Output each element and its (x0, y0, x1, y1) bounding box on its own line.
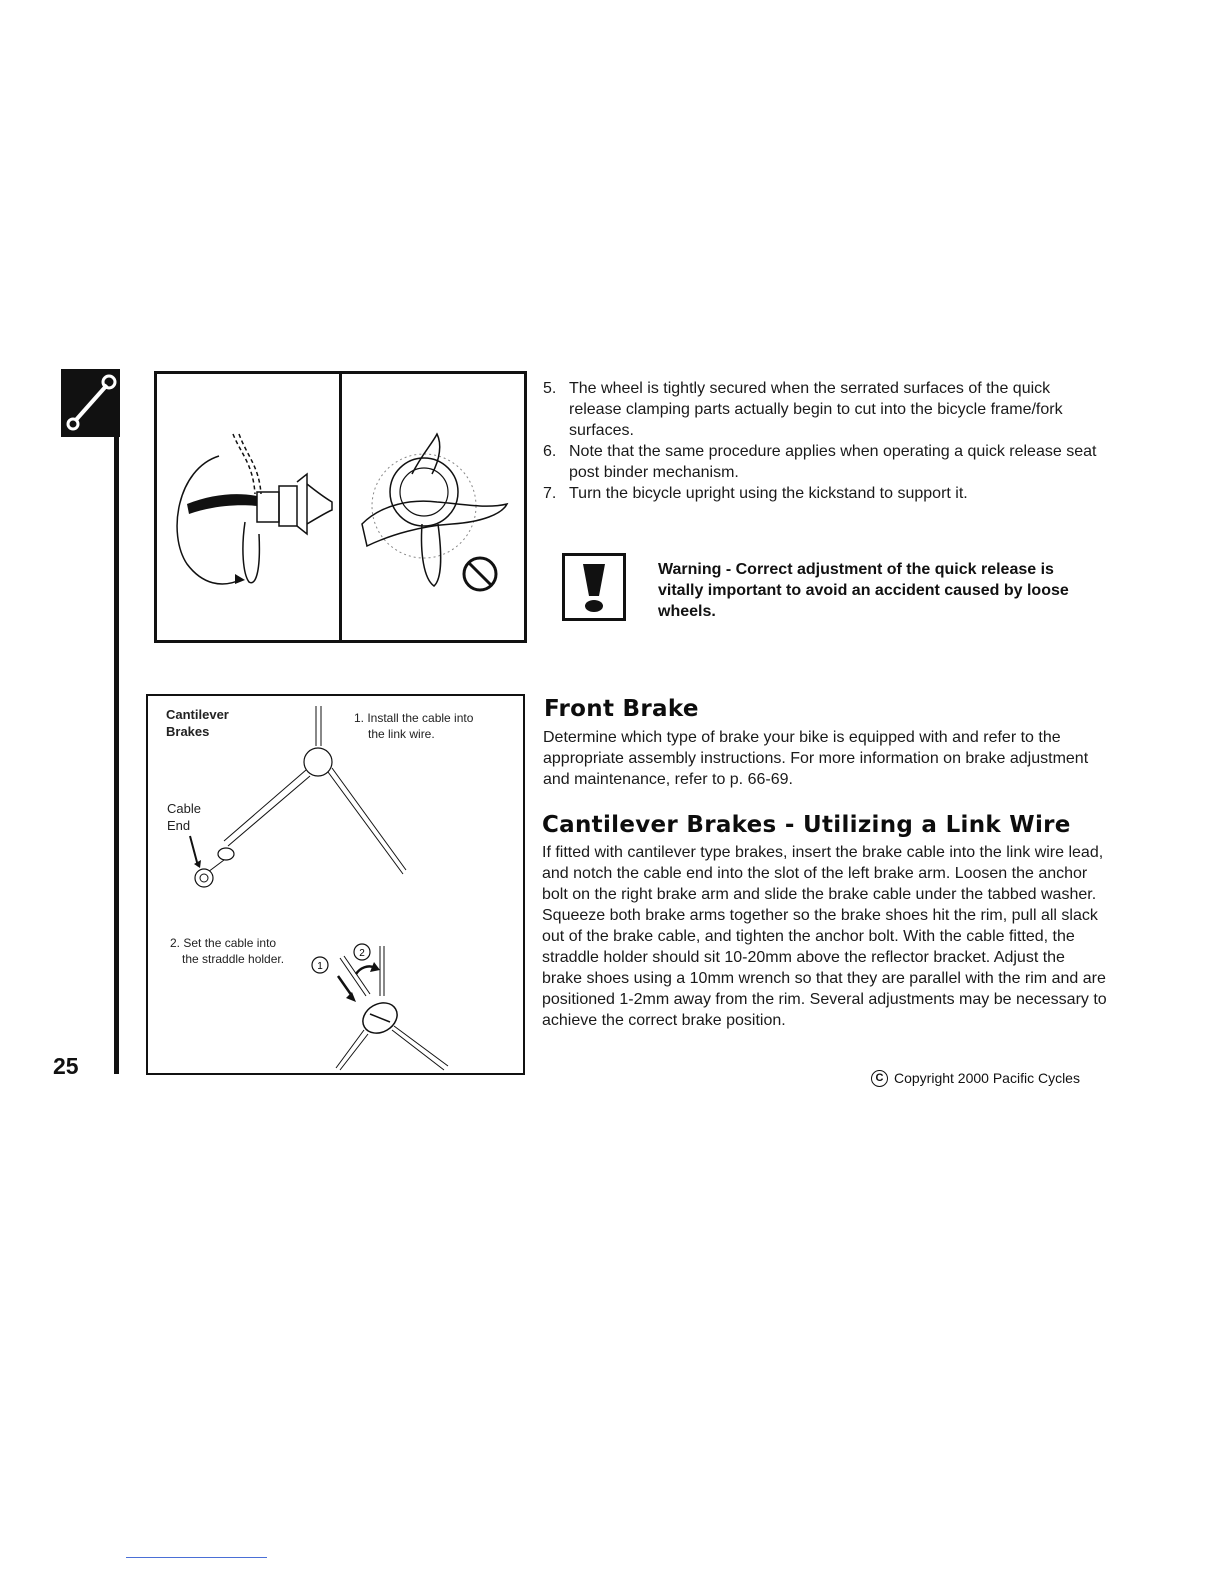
copyright-text: Copyright 2000 Pacific Cycles (894, 1070, 1080, 1086)
copyright-icon: C (871, 1070, 888, 1087)
brake-cable-illustration (148, 696, 523, 1073)
step-text: Note that the same procedure applies when operating a quick release seat post binder mechanism. (569, 443, 1097, 481)
page-number: 25 (53, 1053, 79, 1079)
front-brake-paragraph: Determine which type of brake your bike is equipped with and refer to the appropriate assembly instructions. For more information on brake adjustment and maintenance, refer to p. 66-69. (543, 729, 1089, 788)
quick-release-lever-illustration (157, 374, 337, 640)
warning-text: Warning - Correct adjustment of the quick release is vitally important to avoid an accident caused by loose wheels. (658, 561, 1069, 620)
cantilever-paragraph: If fitted with cantilever type brakes, insert the brake cable into the link wire lead, and notch the cable end into the slot of the left brake arm. Loosen the anchor bolt on the right brake arm and slide the brake cable under the tabbed washer. Squeeze both brake arms together so the brake shoes hit the rim, pull all slack out of the brake cable, and tighten the anchor bolt. With the cable fitted, the straddle holder should sit 10-20mm above the reflector bracket. Adjust the brake shoes using a 10mm wrench so that they are parallel with the rim and are positioned 1-2mm away from the rim. Several adjustments may be necessary to achieve the correct brake position. (542, 844, 1107, 1029)
caption-line: the straddle holder. (182, 952, 285, 966)
cantilever-heading: Cantilever Brakes - Utilizing a Link Wire (542, 812, 1071, 838)
step-number: 5. (543, 380, 557, 397)
incorrect-lever-illustration (342, 374, 524, 640)
list-item (543, 441, 1103, 483)
wrench-section-tab (61, 369, 120, 437)
step-marker-2-label: 2 (359, 948, 365, 959)
step-number: 6. (543, 443, 557, 460)
list-item (543, 378, 1103, 441)
margin-rule (114, 430, 119, 1074)
cantilever-brakes-figure (146, 694, 525, 1075)
figure-title-line: Cantilever (166, 707, 229, 722)
footer-rule (126, 1557, 267, 1558)
list-item (543, 483, 1103, 504)
wrench-icon (61, 369, 120, 437)
copyright-notice (871, 1068, 1080, 1088)
caption-line: 1. Install the cable into (354, 711, 474, 725)
step-number: 7. (543, 485, 557, 502)
figure-title-line: Brakes (166, 724, 210, 739)
step-text: Turn the bicycle upright using the kickstand to support it. (569, 485, 968, 502)
caption-line: End (167, 818, 191, 833)
front-brake-heading: Front Brake (544, 696, 699, 722)
caption-line: the link wire. (368, 727, 435, 741)
caption-line: 2. Set the cable into (170, 936, 277, 950)
caption-line: Cable (167, 801, 201, 816)
quick-release-figure (154, 371, 527, 643)
step-text: The wheel is tightly secured when the serrated surfaces of the quick release clamping parts actually begin to cut into the bicycle frame/fork surfaces. (569, 380, 1063, 439)
assembly-steps-list (543, 378, 1103, 504)
warning-icon (562, 553, 626, 621)
step-marker-1-label: 1 (317, 961, 323, 972)
